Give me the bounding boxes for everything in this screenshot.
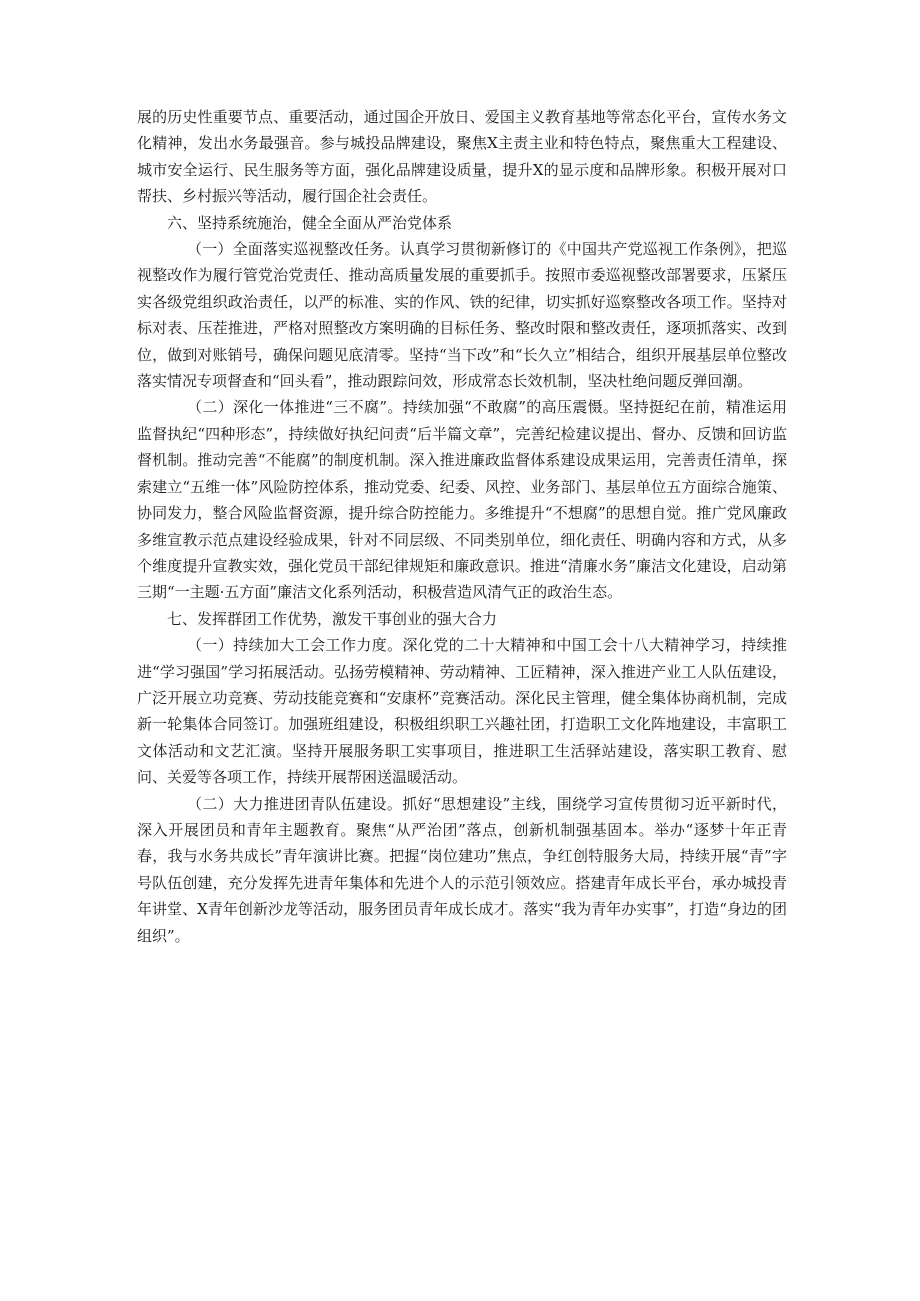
section-7-item-2: （二）大力推进团青队伍建设。抓好“思想建设”主线，围绕学习宣传贯彻习近平新时代，深入开展团员和青年主题教育。聚焦“从严治团”落点，创新机制强基固本。举办“逐梦十年正青春，我与水务共成长”青年演讲比赛。把握“岗位建功”焦点，争红创特服务大局，持续开展“青”字号队伍创建，充分发挥先进青年集体和先进个人的示范引领效应。搭建青年成长平台，承办城投青年讲堂、X青年创新沙龙等活动，服务团员青年成长成才。落实“我为青年办实事”，打造“身边的团组织”。 bbox=[137, 794, 787, 945]
section-6-heading: 六、坚持系统施治，健全全面从严治党体系 bbox=[167, 213, 453, 232]
section-7-heading: 七、发挥群团工作优势，激发干事创业的强大合力 bbox=[167, 609, 498, 628]
document-page bbox=[137, 104, 787, 949]
intro-paragraph: 展的历史性重要节点、重要活动，通过国企开放日、爱国主义教育基地等常态化平台，宣传水务文化精神，发出水务最强音。参与城投品牌建设，聚焦X主责主业和特色特点，聚焦重大工程建设、城市安全运行、民生服务等方面，强化品牌建设质量，提升X的显示度和品牌形象。积极开展对口帮扶、乡村振兴等活动，履行国企社会责任。 bbox=[137, 108, 787, 206]
section-7-item-1: （一）持续加大工会工作力度。深化党的二十大精神和中国工会十八大精神学习，持续推进“学习强国”学习拓展活动。弘扬劳模精神、劳动精神、工匠精神，深入推进产业工人队伍建设，广泛开展立功竞赛、劳动技能竞赛和“安康杯”竞赛活动。深化民主管理，健全集体协商机制，完成新一轮集体合同签订。加强班组建设，积极组织职工兴趣社团，打造职工文化阵地建设，丰富职工文体活动和文艺汇演。坚持开展服务职工实事项目，推进职工生活驿站建设，落实职工教育、慰问、关爱等各项工作，持续开展帮困送温暖活动。 bbox=[137, 636, 787, 787]
section-6-item-1: （一）全面落实巡视整改任务。认真学习贯彻新修订的《中国共产党巡视工作条例》，把巡视整改作为履行管党治党责任、推动高质量发展的重要抓手。按照市委巡视整改部署要求，压紧压实各级党组织政治责任，以严的标准、实的作风、铁的纪律，切实抓好巡察整改各项工作。坚持对标对表、压茬推进，严格对照整改方案明确的目标任务、整改时限和整改责任，逐项抓落实、改到位，做到对账销号，确保问题见底清零。坚持“当下改”和“长久立”相结合，组织开展基层单位整改落实情况专项督查和“回头看”，推动跟踪问效，形成常态长效机制，坚决杜绝问题反弹回潮。 bbox=[137, 240, 787, 391]
section-6-item-2: （二）深化一体推进“三不腐”。持续加强“不敢腐”的高压震慑。坚持挺纪在前，精准运用监督执纪“四种形态”，持续做好执纪问责“后半篇文章”，完善纪检建议提出、督办、反馈和回访监督机制。推动完善“不能腐”的制度机制。深入推进廉政监督体系建设成果运用，完善责任清单，探索建立“五维一体”风险防控体系，推动党委、纪委、风控、业务部门、基层单位五方面综合施策、协同发力，整合风险监督资源，提升综合防控能力。多维提升“不想腐”的思想自觉。推广党风廉政多维宣教示范点建设经验成果，针对不同层级、不同类别单位，细化责任、明确内容和方式，从多个维度提升宣教实效，强化党员干部纪律规矩和廉政意识。推进“清廉水务”廉洁文化建设，启动第三期“一主题·五方面”廉洁文化系列活动，积极营造风清气正的政治生态。 bbox=[137, 398, 787, 602]
